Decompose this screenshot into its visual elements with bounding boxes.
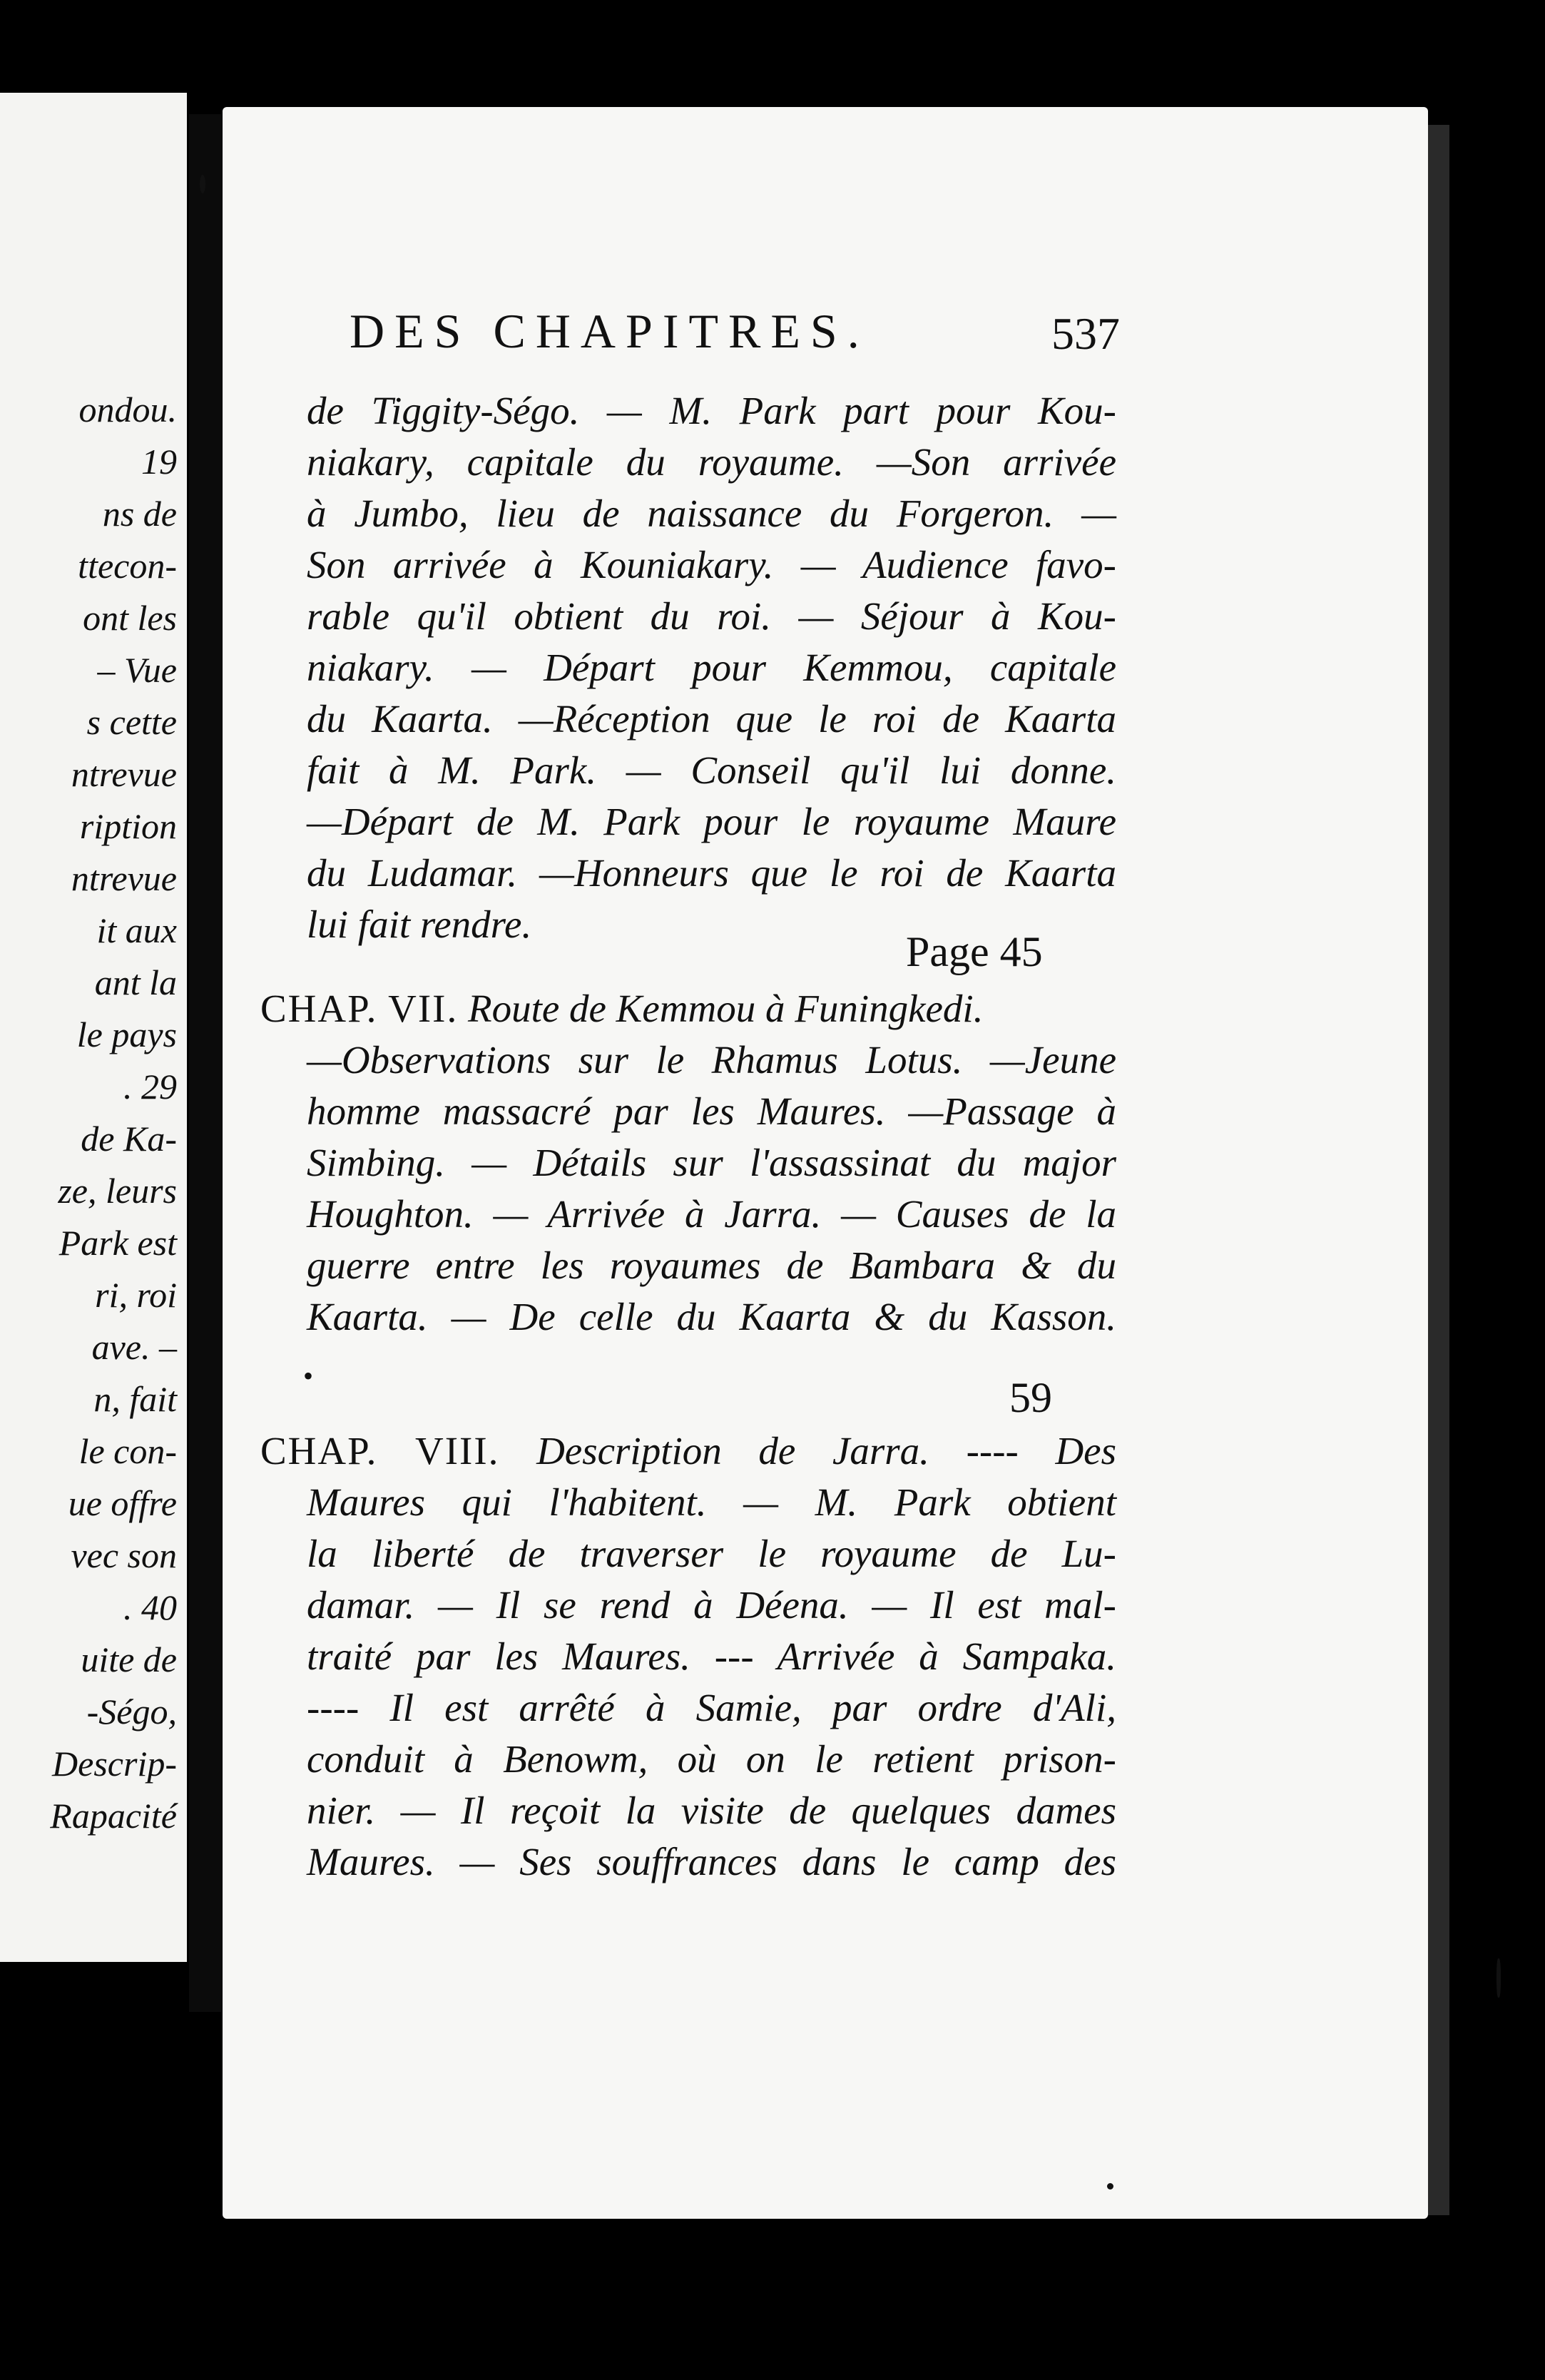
- text-line: damar. — Il se rend à Déena. — Il est mal-: [307, 1583, 1116, 1627]
- left-page-fragment: . 40: [123, 1587, 177, 1627]
- left-page-fragment: ttecon-: [78, 546, 177, 586]
- left-page-fragment: ze, leurs: [58, 1171, 177, 1211]
- left-page-fragment: ave. –: [91, 1327, 177, 1367]
- chapter-label: CHAP. VIII.: [260, 1429, 500, 1473]
- chapter-title: Route de Kemmou à Funingkedi.: [467, 987, 984, 1030]
- left-page-fragment: vec son: [71, 1535, 177, 1575]
- running-header: [350, 303, 1120, 367]
- left-page-fragment: s cette: [86, 702, 177, 742]
- text-line: conduit à Benowm, où on le retient prison-: [307, 1737, 1116, 1781]
- page-edge-shadow: [1428, 125, 1449, 2215]
- left-page-fragment: ntrevue: [71, 754, 177, 794]
- left-page-fragment: it aux: [96, 910, 177, 950]
- running-title: DES CHAPITRES.: [350, 304, 870, 358]
- left-page-fragment: uite de: [81, 1639, 177, 1679]
- left-page-fragment: le pays: [76, 1014, 177, 1054]
- text-line: Simbing. — Détails sur l'assassinat du major: [307, 1141, 1116, 1184]
- text-line: Son arrivée à Kouniakary. — Audience favo-: [307, 543, 1116, 586]
- text-line: Houghton. — Arrivée à Jarra. — Causes de la: [307, 1192, 1116, 1236]
- scan-speck: [1107, 2183, 1113, 2190]
- page-reference: [906, 927, 1043, 977]
- text-line: Kaarta. — De celle du Kaarta & du Kasson.: [307, 1295, 1116, 1338]
- page-number: 537: [1051, 308, 1120, 359]
- text-line: lui fait rendre.: [307, 902, 532, 946]
- chapter-entry-vii: [260, 983, 1116, 1034]
- left-page-fragment: n, fait: [93, 1379, 177, 1419]
- text-line: fait à M. Park. — Conseil qu'il lui donne.: [307, 748, 1116, 792]
- chapter-title: Description de Jarra. ---- Des: [536, 1429, 1116, 1473]
- text-line: rable qu'il obtient du roi. — Séjour à Kou-: [307, 594, 1116, 638]
- left-page-text: [0, 0, 187, 2380]
- left-page-fragment: Rapacité: [50, 1796, 177, 1836]
- left-page-fragment: ri, roi: [95, 1275, 177, 1315]
- text-line: du Kaarta. —Réception que le roi de Kaarta: [307, 697, 1116, 741]
- text-line: nier. — Il reçoit la visite de quelques dames: [307, 1789, 1116, 1832]
- left-page-fragment: ont les: [83, 598, 177, 638]
- text-line: —Observations sur le Rhamus Lotus. —Jeune: [307, 1038, 1116, 1082]
- page-reference-text: Page 45: [906, 928, 1043, 975]
- left-page-fragment: ondou.: [78, 390, 177, 429]
- text-line: niakary. — Départ pour Kemmou, capitale: [307, 646, 1116, 689]
- text-line: ---- Il est arrêté à Samie, par ordre d'Ali,: [307, 1686, 1116, 1729]
- text-line: la liberté de traverser le royaume de Lu-: [307, 1532, 1116, 1575]
- text-line: Maures. — Ses souffrances dans le camp des: [307, 1840, 1116, 1883]
- text-line: de Tiggity-Ségo. — M. Park part pour Kou-: [307, 389, 1116, 432]
- left-page-fragment: . 29: [123, 1067, 177, 1107]
- left-page-fragment: – Vue: [97, 650, 177, 690]
- left-page-fragment: Descrip-: [52, 1744, 177, 1784]
- chapter-entry-viii: [260, 1425, 1116, 1477]
- left-page-fragment: ue offre: [68, 1483, 177, 1523]
- page-reference-text: 59: [1009, 1374, 1052, 1421]
- left-page-fragment: ntrevue: [71, 858, 177, 898]
- left-page-fragment: ription: [79, 806, 177, 846]
- text-line: traité par les Maures. --- Arrivée à Sampaka.: [307, 1634, 1116, 1678]
- text-line: niakary, capitale du royaume. —Son arrivée: [307, 440, 1116, 484]
- left-page-fragment: le con-: [78, 1431, 177, 1471]
- scan-speck: [200, 175, 205, 193]
- chapter-label: CHAP. VII.: [260, 987, 459, 1030]
- book-gutter: [189, 114, 221, 2012]
- stray-dot: •: [303, 1360, 314, 1392]
- page-reference: [1009, 1373, 1052, 1423]
- left-page-fragment: -Ségo,: [86, 1692, 177, 1731]
- left-page-fragment: Park est: [58, 1223, 177, 1263]
- left-page-fragment: 19: [141, 442, 177, 482]
- text-line: à Jumbo, lieu de naissance du Forgeron. —: [307, 492, 1116, 535]
- left-page-fragment: ant la: [94, 962, 177, 1002]
- text-line: guerre entre les royaumes de Bambara & du: [307, 1244, 1116, 1287]
- scan-speck: [1496, 1958, 1501, 1998]
- text-line: homme massacré par les Maures. —Passage à: [307, 1089, 1116, 1133]
- text-line: —Départ de M. Park pour le royaume Maure: [307, 800, 1116, 843]
- text-line: Maures qui l'habitent. — M. Park obtient: [307, 1480, 1116, 1524]
- left-page-fragment: de Ka-: [81, 1119, 177, 1159]
- left-page-fragment: ns de: [102, 494, 177, 534]
- text-line: du Ludamar. —Honneurs que le roi de Kaarta: [307, 851, 1116, 895]
